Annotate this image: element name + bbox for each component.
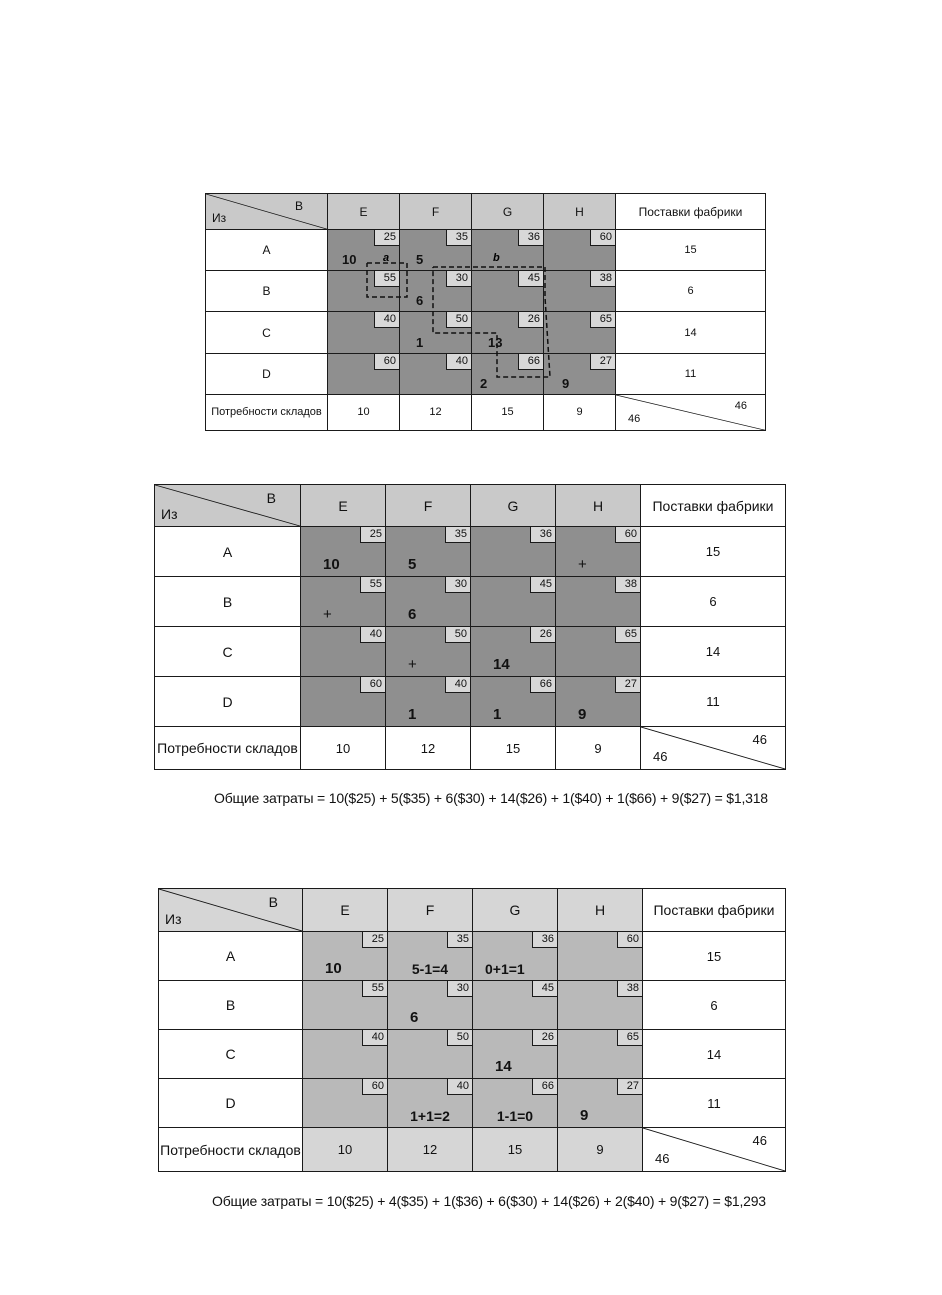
- demand-e: 10: [303, 1128, 388, 1172]
- cost: 65: [615, 627, 640, 643]
- cost: 45: [530, 577, 555, 593]
- transport-table-2: [154, 484, 786, 770]
- supply-d: 11: [616, 353, 766, 394]
- row-label-c: C: [206, 312, 328, 353]
- cost: 25: [374, 230, 399, 246]
- allocation: 10: [325, 960, 342, 977]
- cost: 60: [360, 677, 385, 693]
- cost: 36: [532, 932, 557, 948]
- cost: 40: [446, 354, 471, 370]
- allocation: 10: [342, 252, 357, 268]
- total-left: 46: [655, 1151, 670, 1166]
- cell-c-f: [386, 627, 471, 677]
- supply-b: 6: [616, 271, 766, 312]
- allocation: +: [323, 606, 332, 623]
- row-label-d: D: [159, 1079, 303, 1128]
- cost: 35: [447, 932, 472, 948]
- demand-g: 15: [472, 394, 544, 430]
- cell-b-h: [544, 271, 616, 312]
- cell-a-h: [556, 527, 641, 577]
- from-label: Из: [165, 911, 182, 927]
- demand-label: Потребности складов: [206, 394, 328, 430]
- corner-header: [159, 889, 303, 932]
- cost: 45: [518, 271, 543, 287]
- path-label-a: a: [383, 252, 390, 264]
- cell-a-h: [544, 230, 616, 271]
- cost: 36: [530, 527, 555, 543]
- cell-b-g: [471, 577, 556, 627]
- allocation: 1+1=2: [410, 1108, 450, 1124]
- column-header-h: H: [544, 194, 616, 230]
- column-header-g: G: [473, 889, 558, 932]
- allocation: 6: [416, 293, 424, 309]
- supply-c: 14: [641, 627, 786, 677]
- cost: 60: [374, 354, 399, 370]
- supply-c: 14: [643, 1030, 786, 1079]
- total-cell: [616, 394, 766, 430]
- column-header-f: F: [388, 889, 473, 932]
- cell-c-f: [388, 1030, 473, 1079]
- demand-g: 15: [473, 1128, 558, 1172]
- cell-c-h: [556, 627, 641, 677]
- total-cost-formula-1: Общие затраты = 10($25) + 5($35) + 6($30) + 14($26) + 1($40) + 1($66) + 9($27) = $1,318: [214, 790, 768, 806]
- cost: 26: [530, 627, 555, 643]
- supply-d: 11: [643, 1079, 786, 1128]
- cost: 30: [446, 271, 471, 287]
- cell-c-h: [558, 1030, 643, 1079]
- cell-d-e: [303, 1079, 388, 1128]
- total-cell: [641, 727, 786, 770]
- allocation: 2: [480, 375, 488, 391]
- cost: 40: [374, 312, 399, 328]
- supply-b: 6: [643, 981, 786, 1030]
- row-label-c: C: [155, 627, 301, 677]
- row-label-b: B: [206, 271, 328, 312]
- cell-c-h: [544, 312, 616, 353]
- column-header-g: G: [472, 194, 544, 230]
- cost: 25: [362, 932, 387, 948]
- cost: 40: [362, 1030, 387, 1046]
- column-header-e: E: [328, 194, 400, 230]
- cell-b-e: [303, 981, 388, 1030]
- demand-g: 15: [471, 727, 556, 770]
- cost: 38: [617, 981, 642, 997]
- cell-c-f: [400, 312, 472, 353]
- column-header-e: E: [303, 889, 388, 932]
- cost: 60: [615, 527, 640, 543]
- column-header-e: E: [301, 485, 386, 527]
- cell-b-e: [301, 577, 386, 627]
- cell-a-f: [388, 932, 473, 981]
- demand-h: 9: [544, 394, 616, 430]
- total-right: 46: [752, 1133, 767, 1148]
- row-label-d: D: [206, 353, 328, 394]
- to-label: В: [266, 490, 276, 506]
- cost: 60: [617, 932, 642, 948]
- cell-d-g: [471, 677, 556, 727]
- cost: 35: [445, 527, 470, 543]
- column-header-g: G: [471, 485, 556, 527]
- cost: 30: [447, 981, 472, 997]
- from-label: Из: [212, 211, 227, 226]
- cell-c-e: [328, 312, 400, 353]
- cell-d-e: [328, 353, 400, 394]
- supply-b: 6: [641, 577, 786, 627]
- cost: 30: [445, 577, 470, 593]
- supply-header: Поставки фабрики: [643, 889, 786, 932]
- allocation: +: [408, 656, 417, 673]
- allocation: 6: [410, 1009, 419, 1026]
- cost: 65: [617, 1030, 642, 1046]
- cell-d-f: [400, 353, 472, 394]
- allocation: 1: [408, 706, 417, 723]
- allocation: 9: [580, 1107, 589, 1124]
- cost: 35: [446, 230, 471, 246]
- cost: 25: [360, 527, 385, 543]
- total-right: 46: [734, 399, 747, 412]
- allocation: 5-1=4: [411, 961, 449, 977]
- column-header-h: H: [556, 485, 641, 527]
- cell-d-f: [388, 1079, 473, 1128]
- row-label-c: C: [159, 1030, 303, 1079]
- allocation: 9: [562, 375, 570, 391]
- demand-h: 9: [556, 727, 641, 770]
- supply-header: Поставки фабрики: [641, 485, 786, 527]
- cell-d-e: [301, 677, 386, 727]
- cell-b-f: [386, 577, 471, 627]
- cost: 27: [617, 1079, 642, 1095]
- cost: 50: [446, 312, 471, 328]
- allocation: 6: [408, 606, 417, 623]
- column-header-h: H: [558, 889, 643, 932]
- supply-d: 11: [641, 677, 786, 727]
- cost: 60: [362, 1079, 387, 1095]
- cost: 45: [532, 981, 557, 997]
- cell-b-f: [388, 981, 473, 1030]
- demand-f: 12: [400, 394, 472, 430]
- cell-a-g: [473, 932, 558, 981]
- cell-c-g: [471, 627, 556, 677]
- cost: 66: [518, 354, 543, 370]
- cost: 55: [374, 271, 399, 287]
- cell-a-e: [328, 230, 400, 271]
- cell-b-h: [558, 981, 643, 1030]
- cell-d-f: [386, 677, 471, 727]
- total-left: 46: [653, 749, 668, 764]
- to-label: В: [268, 894, 278, 910]
- cost: 40: [447, 1079, 472, 1095]
- cell-a-e: [303, 932, 388, 981]
- demand-label: Потребности складов: [155, 727, 301, 770]
- row-label-a: A: [206, 230, 328, 271]
- cost: 40: [360, 627, 385, 643]
- cell-b-g: [473, 981, 558, 1030]
- cost: 50: [447, 1030, 472, 1046]
- cell-d-h: [556, 677, 641, 727]
- row-label-b: B: [155, 577, 301, 627]
- allocation: 13: [488, 334, 503, 350]
- supply-header: Поставки фабрики: [616, 194, 766, 230]
- cost: 50: [445, 627, 470, 643]
- cost: 65: [590, 312, 615, 328]
- cell-a-g: [471, 527, 556, 577]
- cell-b-e: [328, 271, 400, 312]
- cost: 40: [445, 677, 470, 693]
- cell-d-h: [544, 353, 616, 394]
- corner-header: [206, 194, 328, 230]
- allocation: 1-1=0: [496, 1108, 534, 1124]
- cost: 66: [532, 1079, 557, 1095]
- transport-table-1: [205, 193, 766, 431]
- cell-c-e: [303, 1030, 388, 1079]
- allocation: 1: [416, 334, 424, 350]
- row-label-b: B: [159, 981, 303, 1030]
- row-label-d: D: [155, 677, 301, 727]
- cost: 55: [362, 981, 387, 997]
- cost: 66: [530, 677, 555, 693]
- allocation: 0+1=1: [485, 961, 525, 977]
- row-label-a: A: [159, 932, 303, 981]
- allocation: 10: [323, 556, 340, 573]
- cell-a-g: [472, 230, 544, 271]
- supply-a: 15: [616, 230, 766, 271]
- cell-a-h: [558, 932, 643, 981]
- cost: 27: [590, 354, 615, 370]
- allocation: +: [578, 556, 587, 573]
- total-cell: [643, 1128, 786, 1172]
- cell-d-g: [472, 353, 544, 394]
- cell-a-f: [400, 230, 472, 271]
- allocation: 14: [493, 656, 510, 673]
- total-cost-formula-2: Общие затраты = 10($25) + 4($35) + 1($36) + 6($30) + 14($26) + 2($40) + 9($27) = $1,293: [212, 1193, 766, 1209]
- cell-c-g: [472, 312, 544, 353]
- supply-a: 15: [641, 527, 786, 577]
- row-label-a: A: [155, 527, 301, 577]
- cost: 55: [360, 577, 385, 593]
- allocation: 1: [493, 706, 502, 723]
- supply-c: 14: [616, 312, 766, 353]
- cost: 38: [590, 271, 615, 287]
- demand-label: Потребности складов: [159, 1128, 303, 1172]
- cell-c-g: [473, 1030, 558, 1079]
- cell-d-h: [558, 1079, 643, 1128]
- cost: 60: [590, 230, 615, 246]
- from-label: Из: [161, 506, 178, 522]
- allocation: 5: [408, 556, 417, 573]
- demand-e: 10: [328, 394, 400, 430]
- column-header-f: F: [386, 485, 471, 527]
- cost: 26: [532, 1030, 557, 1046]
- cell-d-g: [473, 1079, 558, 1128]
- cell-b-f: [400, 271, 472, 312]
- supply-a: 15: [643, 932, 786, 981]
- cost: 26: [518, 312, 543, 328]
- demand-f: 12: [386, 727, 471, 770]
- total-right: 46: [752, 732, 767, 747]
- allocation: 14: [495, 1058, 512, 1075]
- allocation: 9: [578, 706, 587, 723]
- to-label: В: [294, 199, 303, 213]
- cost: 27: [615, 677, 640, 693]
- path-label-b: b: [493, 252, 500, 264]
- demand-h: 9: [558, 1128, 643, 1172]
- demand-f: 12: [388, 1128, 473, 1172]
- column-header-f: F: [400, 194, 472, 230]
- cell-c-e: [301, 627, 386, 677]
- demand-e: 10: [301, 727, 386, 770]
- transport-table-3: [158, 888, 786, 1172]
- allocation: 5: [416, 252, 424, 268]
- total-left: 46: [628, 413, 641, 425]
- cell-a-e: [301, 527, 386, 577]
- corner-header: [155, 485, 301, 527]
- cell-a-f: [386, 527, 471, 577]
- cell-b-h: [556, 577, 641, 627]
- cost: 38: [615, 577, 640, 593]
- cell-b-g: [472, 271, 544, 312]
- cost: 36: [518, 230, 543, 246]
